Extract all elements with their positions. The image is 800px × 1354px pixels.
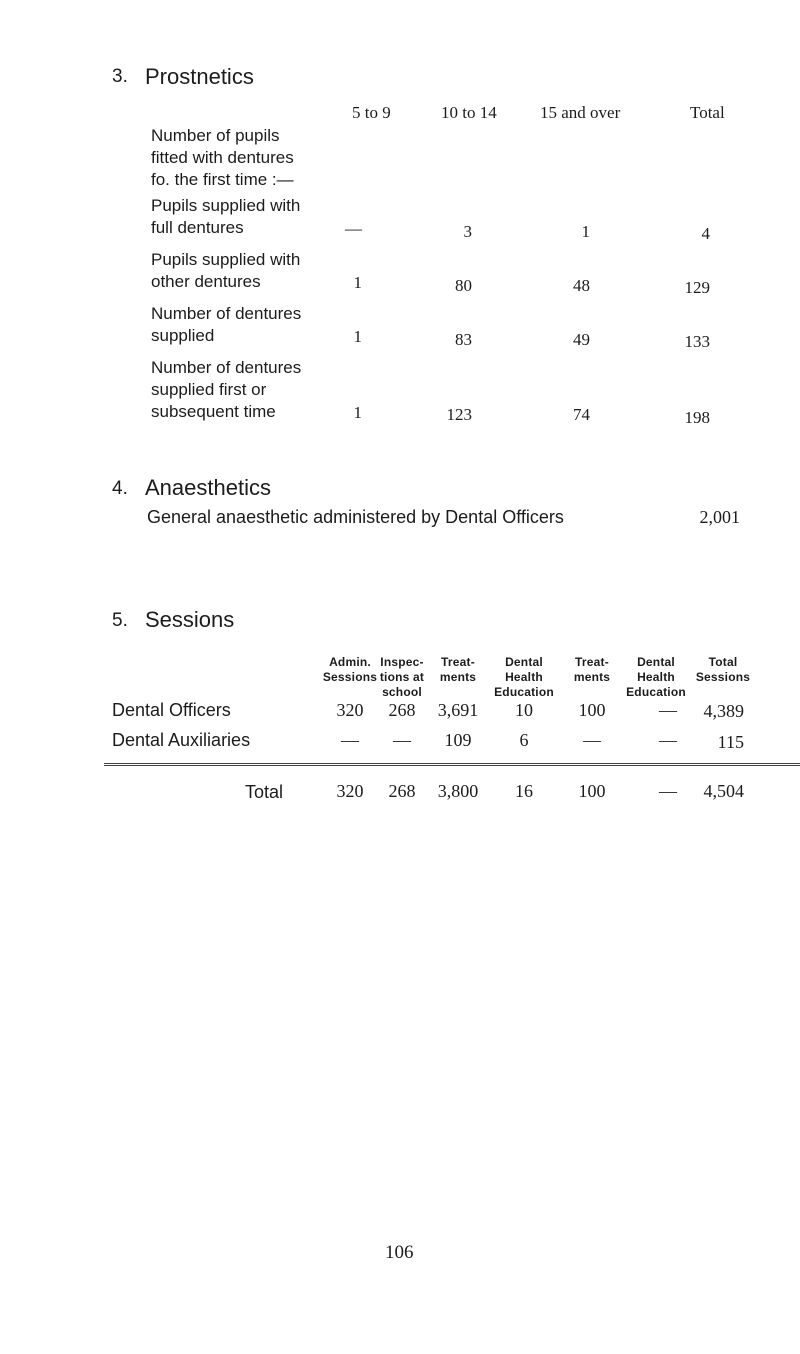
s5-total-dhe2: —: [659, 781, 677, 801]
s5-total-treatments: 3,800: [437, 781, 479, 801]
s3-intro-line-3: fo. the first time :—: [151, 170, 294, 189]
s3-row1-label-1: Pupils supplied with: [151, 196, 301, 215]
s5-total-inspections: 268: [388, 781, 416, 801]
s3-row4-v2: 123: [446, 405, 472, 424]
s5-head-admin-3: Sessions: [322, 670, 378, 684]
s3-row4-v3: 74: [573, 405, 590, 424]
s5-head-dhe1-3: Education: [494, 685, 554, 699]
s5-head-dhe1-2: Health: [505, 670, 543, 684]
s5-head-admin-2: Admin.: [329, 655, 371, 669]
s3-col-10-14: 10 to 14: [441, 103, 497, 122]
s5-divider-top: [104, 763, 800, 764]
s5-head-dhe2-3: Education: [626, 685, 686, 699]
section3-number: 3.: [112, 66, 128, 87]
s3-col-15-over: 15 and over: [540, 103, 621, 122]
s5-head-treatments-2: [564, 655, 620, 685]
s5-head-insp-2: tions at: [379, 670, 425, 684]
s5-head-dhe1-1: Dental: [505, 655, 543, 669]
s5-head-treat2-2: Treat-: [575, 655, 609, 669]
s5-row1-dhe2: —: [659, 700, 677, 720]
s4-line: General anaesthetic administered by Dental Officers: [147, 507, 564, 527]
s3-row1-v1: —: [345, 219, 362, 238]
s3-row1-v3: 1: [581, 222, 590, 241]
s3-row2-v2: 80: [455, 276, 472, 295]
page-number: 106: [385, 1242, 414, 1263]
s5-head-treat2-3: ments: [573, 670, 611, 684]
s3-col-total: Total: [690, 103, 725, 122]
s5-row2-inspections: —: [393, 730, 411, 750]
s5-row1-total: 4,389: [703, 701, 744, 721]
s5-row2-admin: —: [341, 730, 359, 750]
s5-head-treatments: [430, 655, 486, 685]
s5-head-inspections: [370, 655, 434, 700]
s5-head-treat-2: Treat-: [441, 655, 475, 669]
section4-title: Anaesthetics: [145, 475, 271, 500]
section4-number: 4.: [112, 478, 128, 499]
s5-row2-treatments: 109: [444, 730, 472, 750]
s5-row2-treatments2: —: [583, 730, 601, 750]
s5-total-treatments2: 100: [578, 781, 606, 801]
s5-head-total: [688, 655, 758, 685]
s3-row4-label-2: supplied first or: [151, 380, 267, 399]
s3-row3-v4: 133: [684, 332, 710, 351]
s3-row4-v1: 1: [353, 403, 362, 422]
s5-row1-treatments2: 100: [578, 700, 606, 720]
s5-row2-total: 115: [717, 732, 744, 752]
s3-row3-v1: 1: [353, 327, 362, 346]
s5-total-label: Total: [245, 782, 284, 802]
section3-title: Prostnetics: [145, 64, 254, 89]
s3-row3-v2: 83: [455, 330, 472, 349]
s3-row1-v4: 4: [701, 224, 710, 243]
s5-total-admin: 320: [336, 781, 364, 801]
s3-row1-v2: 3: [463, 222, 472, 241]
s3-row4-label-1: Number of dentures: [151, 358, 302, 377]
s5-row1-label: Dental Officers: [112, 700, 231, 720]
s3-intro-line-1: Number of pupils: [151, 126, 280, 145]
s5-head-total-3: Sessions: [695, 670, 751, 684]
s5-head-dhe2-1: Dental: [637, 655, 675, 669]
s3-row1-label-2: full dentures: [151, 218, 244, 237]
s3-col-5-9: 5 to 9: [352, 103, 391, 122]
s3-row3-label-1: Number of dentures: [151, 304, 302, 323]
s3-row3-label-2: supplied: [151, 326, 215, 345]
s5-head-dhe-2: [616, 655, 696, 700]
s5-row1-admin: 320: [336, 700, 364, 720]
s5-row2-dhe2: —: [659, 730, 677, 750]
s5-total-total: 4,504: [703, 781, 744, 801]
s3-row2-label-2: other dentures: [151, 272, 261, 291]
s5-head-insp-3: school: [382, 685, 422, 699]
s3-row2-label-1: Pupils supplied with: [151, 250, 301, 269]
s3-row2-v1: 1: [353, 273, 362, 292]
s5-row2-label: Dental Auxiliaries: [112, 730, 251, 750]
s5-head-total-2: Total: [708, 655, 738, 669]
section5-number: 5.: [112, 610, 128, 631]
s5-row1-treatments: 3,691: [437, 700, 479, 720]
s4-value: 2,001: [699, 507, 740, 527]
s5-row1-inspections: 268: [388, 700, 416, 720]
s5-head-insp-1: Inspec-: [380, 655, 424, 669]
s5-head-dhe2-2: Health: [637, 670, 675, 684]
s5-total-dhe: 16: [515, 781, 533, 801]
s5-row2-dhe: 6: [519, 730, 529, 750]
s3-row4-v4: 198: [684, 408, 710, 427]
section5-title: Sessions: [145, 607, 235, 632]
s5-head-dhe-1: [484, 655, 564, 700]
s3-intro-line-2: fitted with dentures: [151, 148, 294, 167]
s5-divider-bottom: [104, 765, 800, 766]
s3-row2-v3: 48: [573, 276, 590, 295]
s3-row4-label-3: subsequent time: [151, 402, 276, 421]
s3-row2-v4: 129: [684, 278, 710, 297]
s3-row3-v3: 49: [573, 330, 590, 349]
s5-row1-dhe: 10: [515, 700, 533, 720]
s5-head-treat-3: ments: [439, 670, 477, 684]
